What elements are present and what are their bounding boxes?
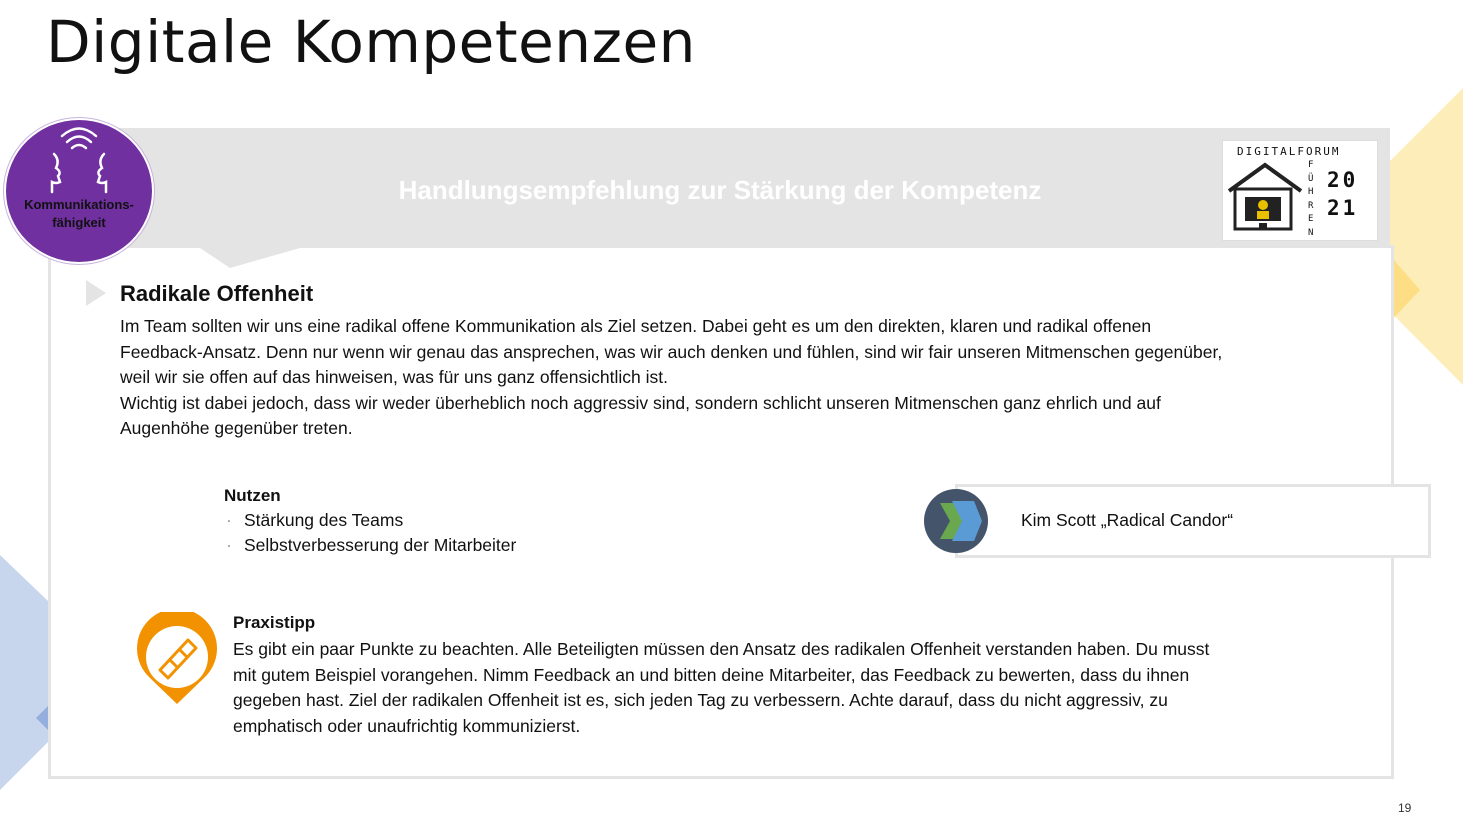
nutzen-heading: Nutzen (224, 486, 281, 505)
page-number: 19 (1398, 801, 1412, 815)
digitalforum-logo (1222, 140, 1378, 241)
list-item: · Selbstverbesserung der Mitarbeiter (226, 535, 517, 555)
chevron-icon (922, 487, 990, 555)
praxistipp-paragraph: Es gibt ein paar Punkte zu beachten. Alle Beteiligten müssen den Ansatz des radikalen Offenheit verstanden haben. Du musst mit gutem Beispiel vorangehen. Nimm Feedback an und bitten deine Mitarbeiter, das Feedback zu bewerten, dass du ihnen gegeben hast. Ziel der radikalen Offenheit ist es, sich jeden Tag zu verbessern. Achte darauf, dass du nicht aggressiv, zu emphatisch oder unaufrichtig kommunizierst. (233, 639, 1210, 736)
house-icon (1227, 161, 1307, 237)
logo-year-top: 20 (1327, 168, 1359, 192)
slide-title: Digitale Kompetenzen (46, 8, 696, 76)
badge-label-line2: fähigkeit (52, 215, 106, 230)
list-item: · Stärkung des Teams (226, 510, 404, 530)
banner-title: Handlungsempfehlung zur Stärkung der Kompetenz (398, 175, 1042, 205)
reference-text: Kim Scott „Radical Candor“ (1021, 510, 1234, 530)
competence-badge (4, 118, 154, 264)
telescope-icon (130, 612, 224, 706)
section-paragraph: Im Team sollten wir uns eine radikal offene Kommunikation als Ziel setzen. Dabei geht es um den direkten, klaren und radikal offenen Feedback-Ansatz. Denn nur wenn wir genau das ansprechen, was wir auch denken und fühlen, sind wir fair unseren Mitmenschen gegenüber, weil wir sie offen auf das hinweisen, was für uns ganz offensichtlich ist. Wichtig ist dabei jedoch, dass wir weder überheblich noch aggressiv sind, sondern schlicht unseren Mitmenschen ganz ehrlich und auf Augenhöhe gegenüber treten. (120, 316, 1223, 438)
section-arrow-icon (84, 278, 108, 308)
logo-wordmark: DIGITALFORUM (1237, 145, 1341, 158)
logo-year-bottom: 21 (1327, 196, 1359, 220)
badge-label (4, 196, 154, 232)
communication-icon (6, 124, 152, 204)
section-heading: Radikale Offenheit (120, 281, 314, 306)
logo-vertical-letters: F Ü H R E N (1308, 160, 1314, 238)
praxistipp-heading: Praxistipp (233, 613, 316, 632)
badge-label-line1: Kommunikations- (24, 197, 134, 212)
